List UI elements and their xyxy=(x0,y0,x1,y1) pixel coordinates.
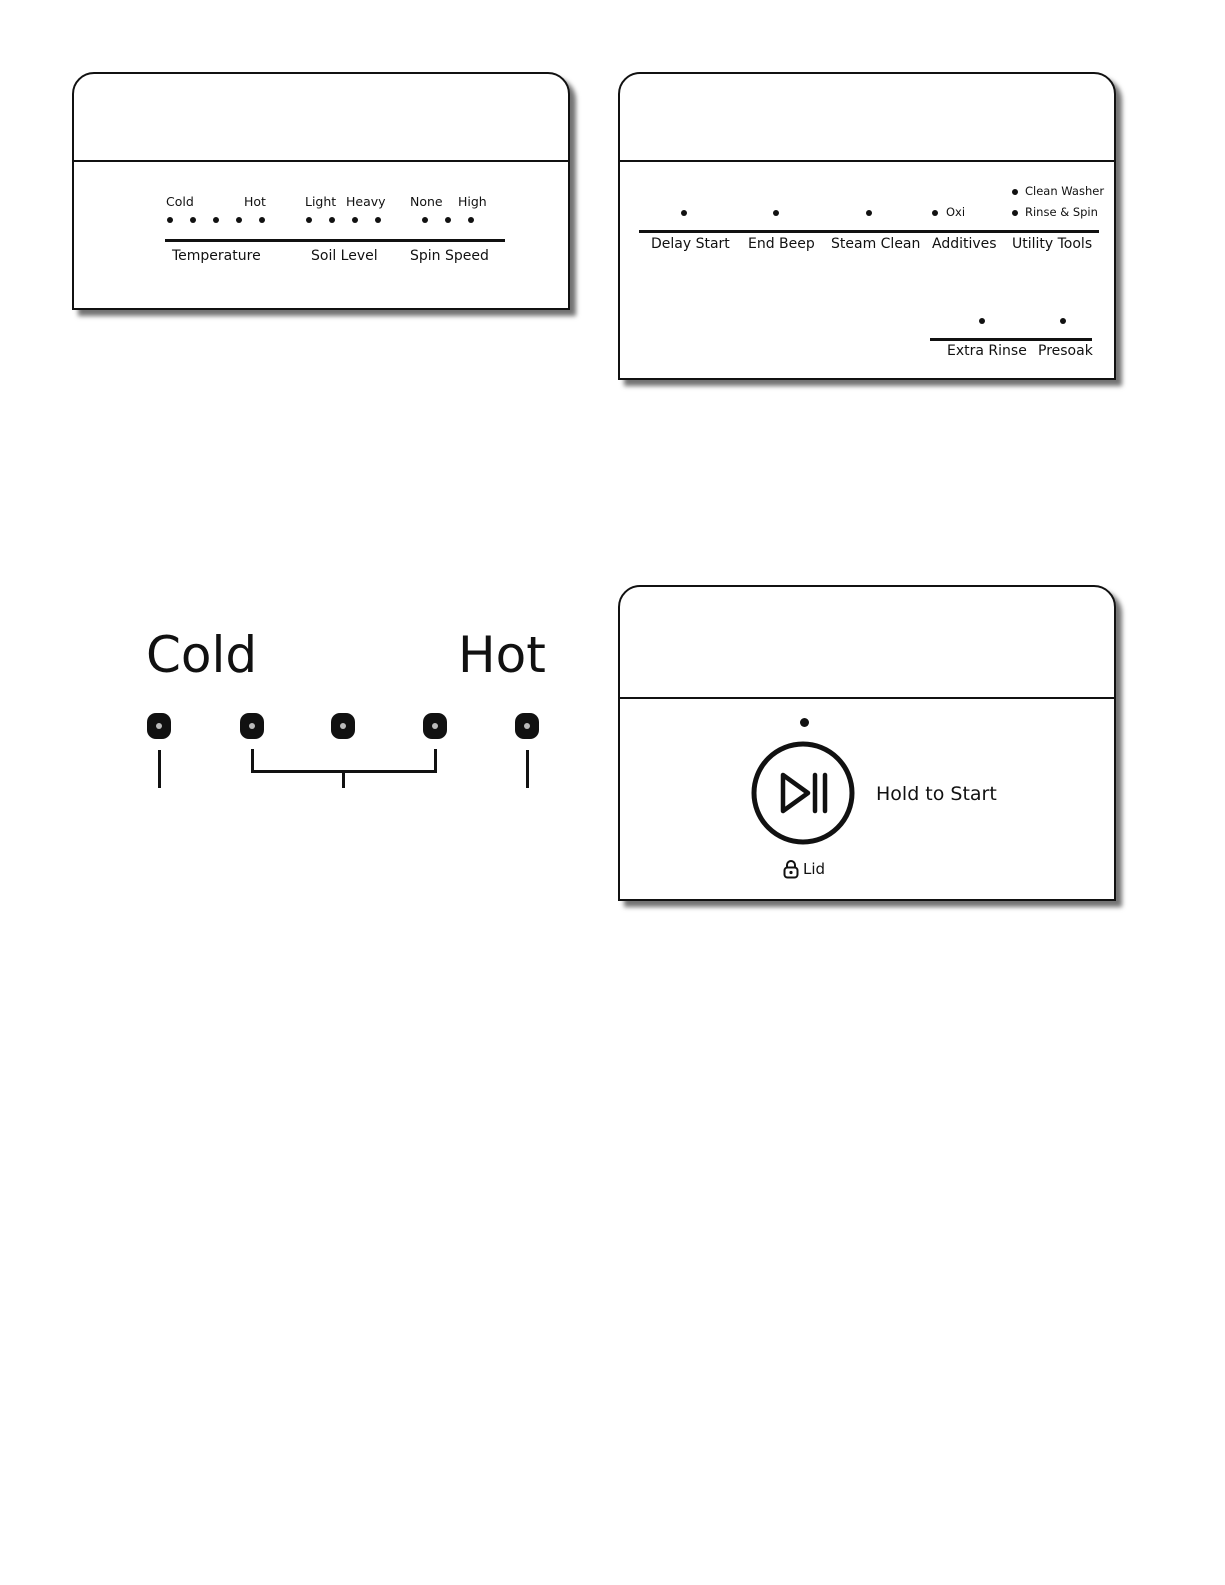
utility-tools-button[interactable]: Utility Tools xyxy=(1012,236,1093,252)
panel-header xyxy=(620,587,1114,699)
soil-heavy-label: Heavy xyxy=(346,194,386,209)
extra-rinse-button[interactable]: Extra Rinse xyxy=(947,343,1027,359)
oxi-indicator xyxy=(932,210,938,216)
spin-speed-button[interactable]: Spin Speed xyxy=(410,248,489,264)
delay-start-indicator xyxy=(681,210,687,216)
detail-hot-label: Hot xyxy=(458,626,546,684)
oxi-label: Oxi xyxy=(946,205,966,219)
soil-light-label: Light xyxy=(305,194,337,209)
temp-hot-label: Hot xyxy=(244,194,266,209)
delay-start-button[interactable]: Delay Start xyxy=(651,236,730,252)
presoak-indicator xyxy=(1060,318,1066,324)
soil-indicator-3 xyxy=(352,217,358,223)
soil-level-button[interactable]: Soil Level xyxy=(311,248,378,264)
play-pause-icon xyxy=(750,740,856,846)
temperature-indicator-4 xyxy=(236,217,242,223)
temperature-indicator-5 xyxy=(259,217,265,223)
detail-level-2 xyxy=(240,713,264,739)
bracket-right xyxy=(434,749,437,773)
presoak-button[interactable]: Presoak xyxy=(1038,343,1093,359)
temperature-detail xyxy=(140,620,560,800)
start-panel xyxy=(618,585,1116,901)
start-status-indicator xyxy=(800,718,809,727)
detail-level-3 xyxy=(331,713,355,739)
steam-clean-button[interactable]: Steam Clean xyxy=(831,236,921,252)
spin-indicator-3 xyxy=(468,217,474,223)
rinse-spin-label: Rinse & Spin xyxy=(1025,205,1098,219)
soil-indicator-1 xyxy=(306,217,312,223)
options-panel xyxy=(618,72,1116,380)
spin-indicator-2 xyxy=(445,217,451,223)
rinse-spin-indicator xyxy=(1012,210,1018,216)
spin-indicator-1 xyxy=(422,217,428,223)
cycle-modifiers-panel xyxy=(72,72,570,310)
clean-washer-label: Clean Washer xyxy=(1025,184,1105,198)
modifier-rule xyxy=(165,239,505,242)
temperature-button[interactable]: Temperature xyxy=(172,248,261,264)
start-pause-button[interactable] xyxy=(750,740,856,846)
steam-clean-indicator xyxy=(866,210,872,216)
panel-header xyxy=(74,74,568,162)
hold-to-start-label: Hold to Start xyxy=(876,783,997,805)
detail-level-5 xyxy=(515,713,539,739)
soil-indicator-4 xyxy=(375,217,381,223)
lower-options-rule xyxy=(930,338,1092,341)
lid-lock-label: Lid xyxy=(803,860,826,878)
soil-indicator-2 xyxy=(329,217,335,223)
temperature-indicator-2 xyxy=(190,217,196,223)
cold-leader xyxy=(158,750,161,788)
padlock-icon xyxy=(783,859,799,883)
extra-rinse-indicator xyxy=(979,318,985,324)
hot-leader xyxy=(526,750,529,788)
temperature-indicator-3 xyxy=(213,217,219,223)
panel-header xyxy=(620,74,1114,162)
clean-washer-indicator xyxy=(1012,189,1018,195)
end-beep-button[interactable]: End Beep xyxy=(748,236,815,252)
end-beep-indicator xyxy=(773,210,779,216)
options-rule xyxy=(639,230,1099,233)
spin-none-label: None xyxy=(410,194,443,209)
detail-level-1 xyxy=(147,713,171,739)
additives-button[interactable]: Additives xyxy=(932,236,997,252)
detail-cold-label: Cold xyxy=(146,626,258,684)
spin-high-label: High xyxy=(458,194,487,209)
temp-cold-label: Cold xyxy=(166,194,194,209)
temperature-indicator-1 xyxy=(167,217,173,223)
bracket-center xyxy=(342,770,345,788)
detail-level-4 xyxy=(423,713,447,739)
